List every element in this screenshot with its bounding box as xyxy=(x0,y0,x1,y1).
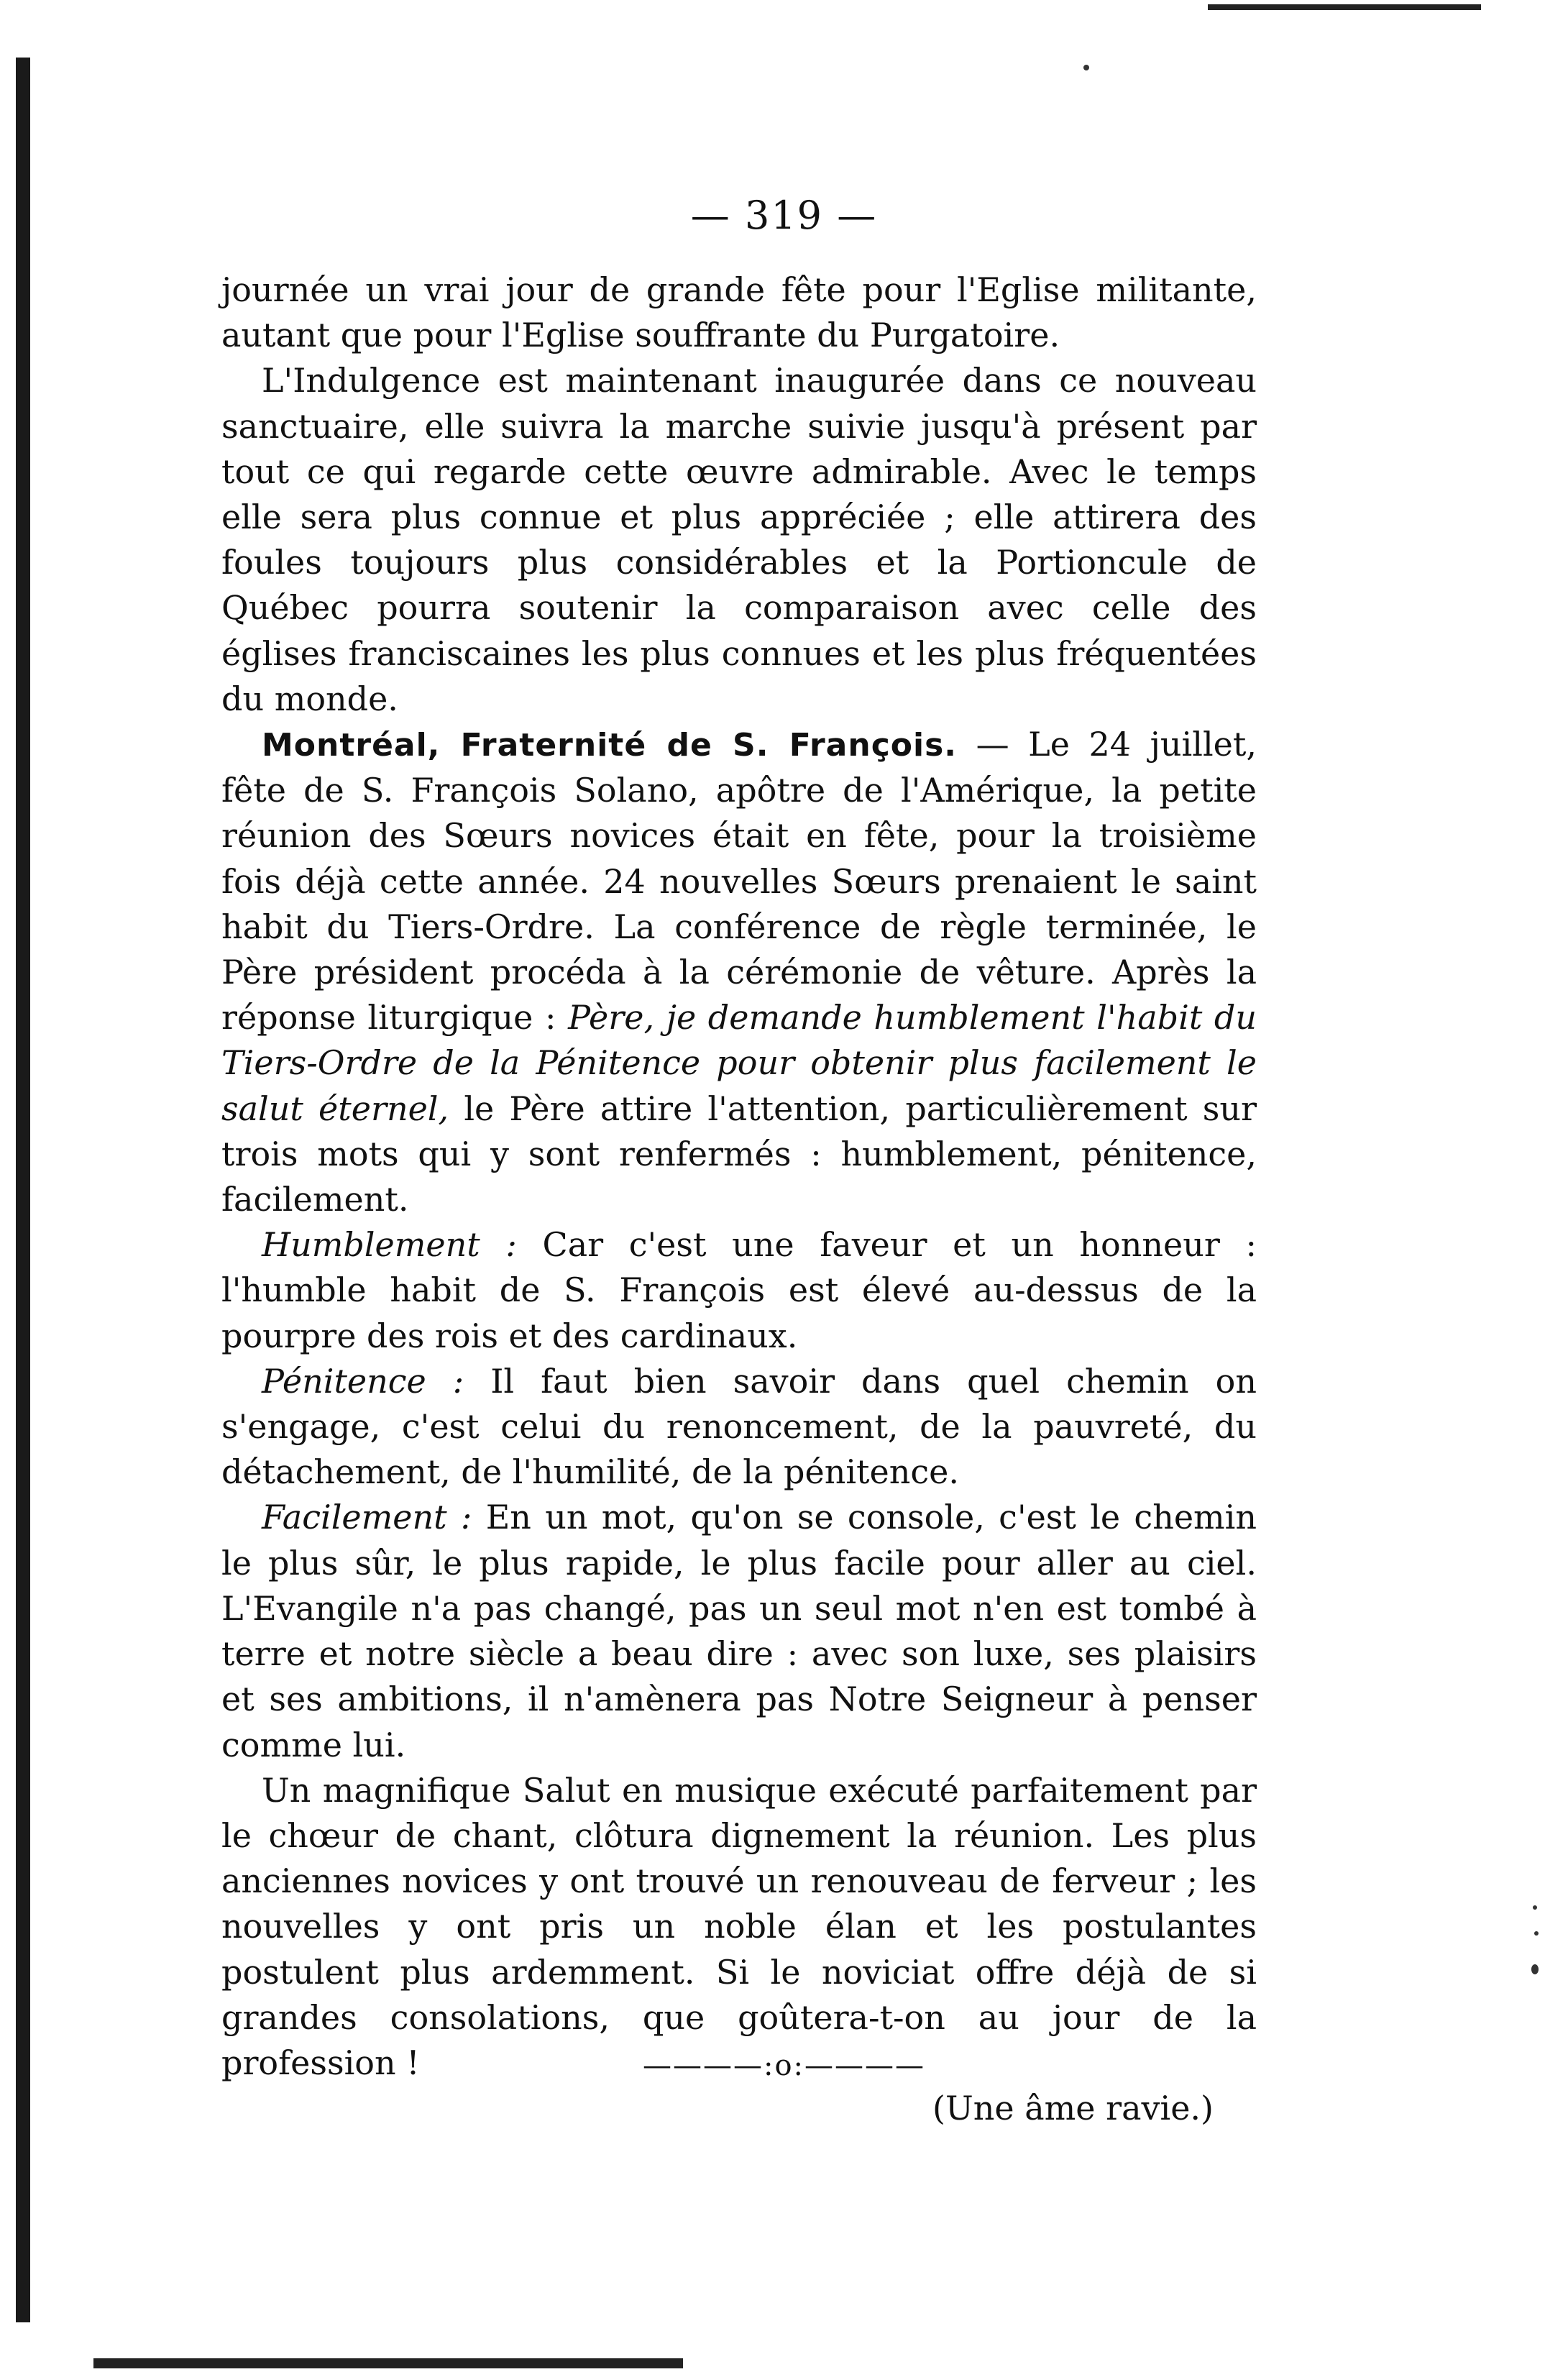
section-title: Montréal, Fraternité de S. François. xyxy=(262,727,957,764)
keyword-penitence: Pénitence : xyxy=(262,1361,464,1401)
keyword-humblement: Humblement : xyxy=(262,1225,517,1265)
scan-border-top xyxy=(1208,4,1481,10)
paragraph-penitence xyxy=(221,1359,1257,1496)
paragraph-text: le Père attire l'attention, particulièrement sur trois mots qui y sont renfermés : humblement, pénitence, facilement. xyxy=(221,1089,1257,1219)
paragraph-montreal xyxy=(221,722,1257,1222)
paragraph-indulgence: L'Indulgence est maintenant inaugurée dans ce nouveau sanctuaire, elle suivra la marche suivie jusqu'à présent par tout ce qui regarde cette œuvre admirable. Avec le temps elle sera plus connue et plus appréciée ; elle attirera des foules toujours plus considérables et la Portioncule de Québec pourra soutenir la comparaison avec celle des églises franciscaines les plus connues et les plus fréquentées du monde. xyxy=(221,361,1257,718)
paragraph-facilement xyxy=(221,1495,1257,1767)
signature: (Une âme ravie.) xyxy=(932,2089,1214,2128)
scan-speck xyxy=(1534,1931,1539,1936)
scan-border-bottom xyxy=(93,2358,683,2368)
scan-border-left xyxy=(16,58,30,2322)
body-text xyxy=(221,267,1257,2131)
scan-speck xyxy=(1531,1964,1539,1974)
paragraph-salut: Un magnifique Salut en musique exécuté parfaitement par le chœur de chant, clôtura dignement la réunion. Les plus anciennes novices y ont trouvé un renouveau de ferveur ; les nouvelles y ont pris un noble élan et les postulantes postulent plus ardemment. Si le noviciat offre déjà de si grandes consolations, que goûtera-t-on au jour de la profession ! xyxy=(221,1770,1257,2082)
scan-speck xyxy=(1083,65,1089,70)
paragraph-text: Car c'est une faveur et un honneur : l'humble habit de S. François est élevé au-dessus de la pourpre des rois et des cardinaux. xyxy=(221,1225,1257,1355)
end-separator: ————:o:———— xyxy=(642,2049,926,2082)
paragraph-text: Il faut bien savoir dans quel chemin on s'engage, c'est celui du renoncement, de la pauvreté, du détachement, de l'humilité, de la pénitence. xyxy=(221,1361,1257,1492)
scan-speck xyxy=(1533,1905,1537,1910)
keyword-facilement: Facilement : xyxy=(262,1498,472,1537)
paragraph-humblement xyxy=(221,1222,1257,1359)
paragraph-continuation: journée un vrai jour de grande fête pour l'Eglise militante, autant que pour l'Eglise souffrante du Purgatoire. xyxy=(221,270,1257,355)
paragraph-text: Le 24 juillet, fête de S. François Solano, apôtre de l'Amérique, la petite réunion des Sœurs novices était en fête, pour la troisième fois déjà cette année. 24 nouvelles Sœurs prenaient le saint habit du Tiers-Ordre. La conférence de règle terminée, le Père président procéda à la cérémonie de vêture. Après la réponse liturgique : xyxy=(221,725,1257,1038)
page-number: — 319 — xyxy=(690,193,878,238)
scan-margin-marks xyxy=(1530,1898,1551,2003)
paragraph-text: En un mot, qu'on se console, c'est le chemin le plus sûr, le plus rapide, le plus facile pour aller au ciel. L'Evangile n'a pas changé, pas un seul mot n'en est tombé à terre et notre siècle a beau dire : avec son luxe, ses plaisirs et ses ambitions, il n'amènera pas Notre Seigneur à penser comme lui. xyxy=(221,1498,1257,1764)
liturgical-quote: Père, je demande humblement l'habit du Tiers-Ordre de la Pénitence pour obtenir plus facilement le salut éternel, xyxy=(221,998,1257,1128)
section-dash: — xyxy=(957,725,1029,764)
